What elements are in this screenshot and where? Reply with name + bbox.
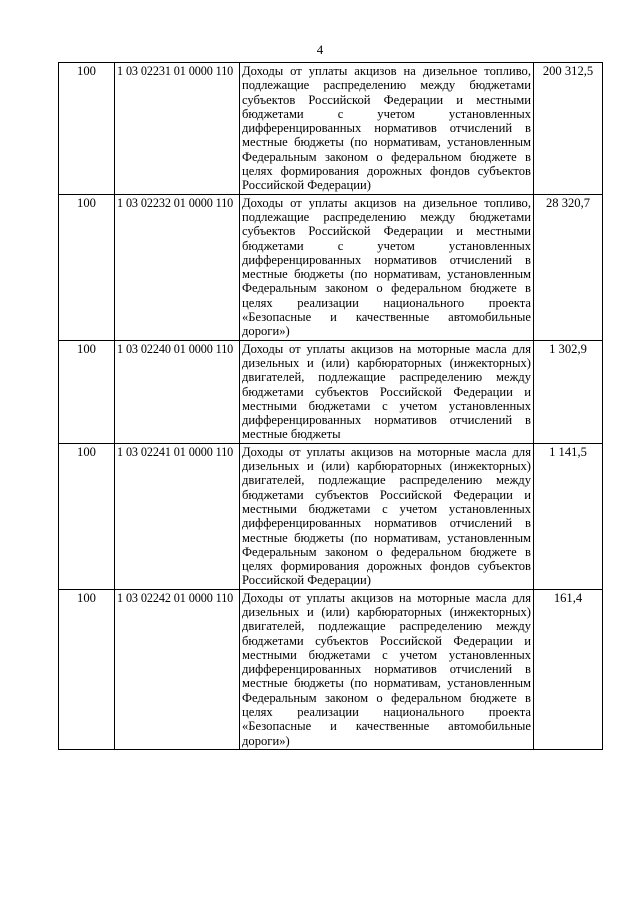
amount-cell: 1 141,5 (534, 443, 603, 589)
kbk-code-cell: 1 03 02232 01 0000 110 (115, 194, 240, 340)
admin-code-cell: 100 (59, 63, 115, 195)
revenue-name-cell: Доходы от уплаты акцизов на моторные масла для дизельных и (или) карбюраторных (инжекторных) двигателей, подлежащие распределению между бюджетами субъектов Российской Федерации и местными бюджетами с учетом установленных дифференцированных нормативов отчислений в местные бюджеты (по нормативам, установленным Федеральным законом о федеральном бюджете в целях формирования дорожных фондов субъектов Российской Федерации) (240, 443, 534, 589)
page-number: 4 (316, 42, 324, 57)
kbk-code-cell: 1 03 02231 01 0000 110 (115, 63, 240, 195)
kbk-code-cell: 1 03 02240 01 0000 110 (115, 340, 240, 443)
amount-cell: 28 320,7 (534, 194, 603, 340)
admin-code-cell: 100 (59, 194, 115, 340)
revenue-name-cell: Доходы от уплаты акцизов на дизельное топливо, подлежащие распределению между бюджетами субъектов Российской Федерации и местными бюджетами с учетом установленных дифференцированных нормативов отчислений в местные бюджеты (по нормативам, установленным Федеральным законом о федеральном бюджете в целях реализации национального проекта «Безопасные и качественные автомобильные дороги») (240, 194, 534, 340)
revenue-name-cell: Доходы от уплаты акцизов на моторные масла для дизельных и (или) карбюраторных (инжекторных) двигателей, подлежащие распределению между бюджетами субъектов Российской Федерации и местными бюджетами с учетом установленных дифференцированных нормативов отчислений в местные бюджеты (по нормативам, установленным Федеральным законом о федеральном бюджете в целях реализации национального проекта «Безопасные и качественные автомобильные дороги») (240, 589, 534, 749)
amount-cell: 200 312,5 (534, 63, 603, 195)
kbk-code-cell: 1 03 02241 01 0000 110 (115, 443, 240, 589)
table-row (59, 194, 603, 340)
amount-cell: 1 302,9 (534, 340, 603, 443)
admin-code-cell: 100 (59, 340, 115, 443)
revenue-name-cell: Доходы от уплаты акцизов на моторные масла для дизельных и (или) карбюраторных (инжекторных) двигателей, подлежащие распределению между бюджетами субъектов Российской Федерации и местными бюджетами с учетом установленных дифференцированных нормативов отчислений в местные бюджеты (240, 340, 534, 443)
admin-code-cell: 100 (59, 589, 115, 749)
admin-code-cell: 100 (59, 443, 115, 589)
kbk-code-cell: 1 03 02242 01 0000 110 (115, 589, 240, 749)
table-row (59, 63, 603, 195)
table-row (59, 589, 603, 749)
table-row (59, 340, 603, 443)
budget-revenue-table (58, 62, 603, 750)
revenue-name-cell: Доходы от уплаты акцизов на дизельное топливо, подлежащие распределению между бюджетами субъектов Российской Федерации и местными бюджетами с учетом установленных дифференцированных нормативов отчислений в местные бюджеты (по нормативам, установленным Федеральным законом о федеральном бюджете в целях формирования дорожных фондов субъектов Российской Федерации) (240, 63, 534, 195)
table-row (59, 443, 603, 589)
amount-cell: 161,4 (534, 589, 603, 749)
